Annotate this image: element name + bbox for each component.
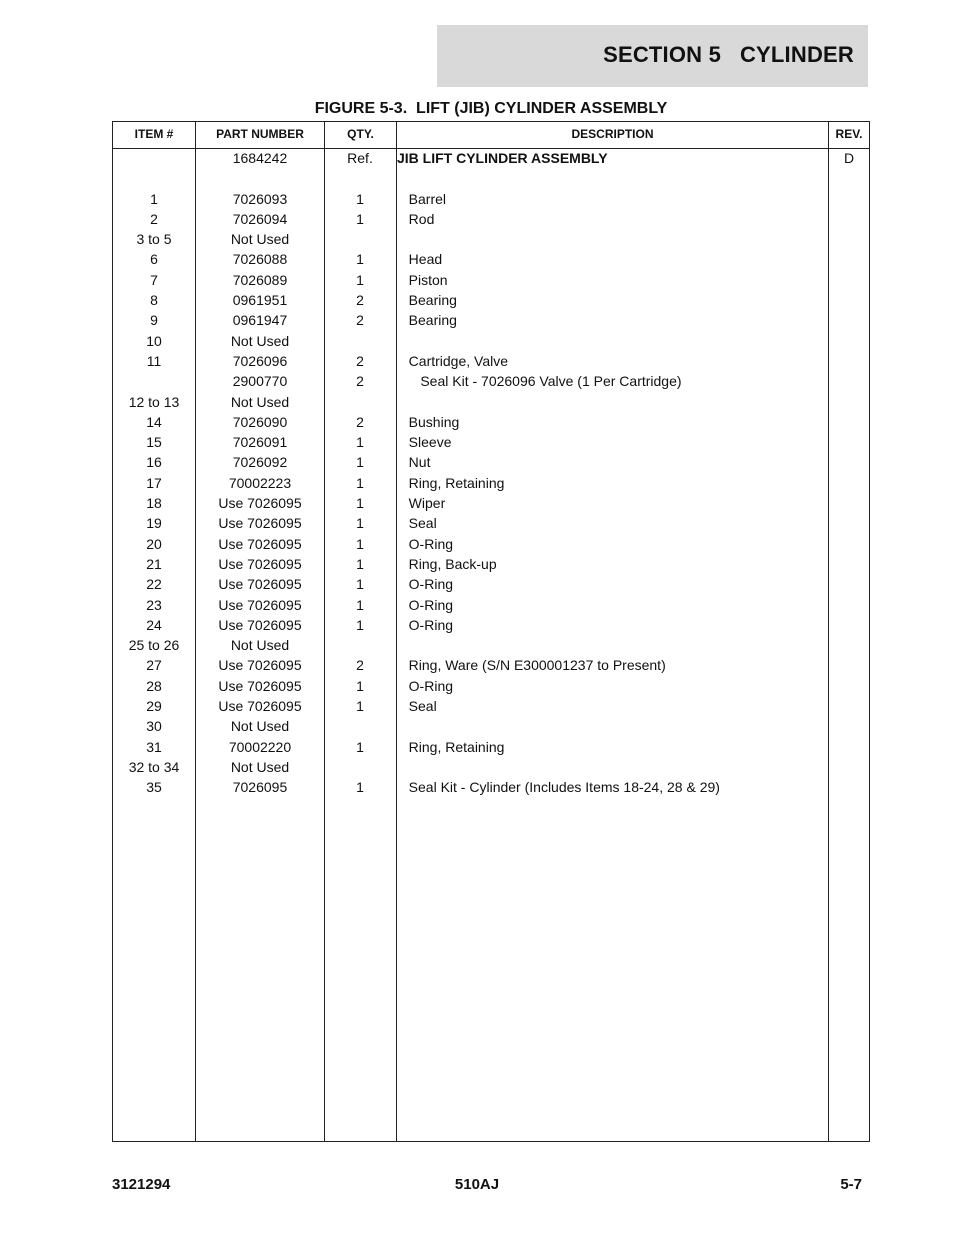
table-row: [113, 413, 869, 433]
header-item: ITEM #: [134, 127, 174, 141]
cell-part-number: Use 7026095: [218, 535, 302, 552]
cell-part-number: Use 7026095: [218, 515, 302, 532]
cell-part-number: 70002223: [228, 474, 292, 491]
cell-part-number: 1684242: [232, 150, 288, 166]
cell-item: 32 to 34: [128, 758, 180, 775]
cell-description: O-Ring: [397, 535, 454, 552]
cell-qty: 1: [356, 474, 364, 491]
cell-qty: 1: [356, 555, 364, 572]
table-row: [113, 210, 869, 230]
cell-description: Seal Kit - Cylinder (Includes Items 18-24, 28 & 29): [397, 779, 720, 796]
cell-item: 22: [146, 576, 162, 593]
header-part-number: PART NUMBER: [216, 127, 304, 141]
cell-qty: 1: [356, 210, 364, 227]
cell-part-number: Not Used: [230, 231, 290, 248]
cell-part-number: Use 7026095: [218, 596, 302, 613]
cell-qty: 1: [356, 454, 364, 471]
cell-item: 11: [146, 352, 162, 369]
cell-part-number: Use 7026095: [218, 677, 302, 694]
cell-description: Bearing: [397, 292, 457, 309]
cell-part-number: Use 7026095: [218, 495, 302, 512]
cell-description: O-Ring: [397, 677, 454, 694]
cell-part-number: Not Used: [230, 637, 290, 654]
cell-description: O-Ring: [397, 576, 454, 593]
cell-part-number: 7026095: [232, 779, 288, 796]
table-row: [113, 250, 869, 270]
cell-qty: 1: [356, 190, 364, 207]
cell-description: Head: [397, 251, 443, 268]
cell-part-number: 70002220: [228, 738, 292, 755]
cell-part-number: 0961947: [232, 312, 288, 329]
cell-item: 10: [146, 332, 162, 349]
table-row: [113, 514, 869, 534]
parts-table: [112, 121, 870, 1142]
table-row: [113, 738, 869, 758]
cell-item: 14: [146, 413, 162, 430]
cell-description: Ring, Back-up: [397, 555, 497, 572]
cell-qty: 1: [356, 596, 364, 613]
cell-qty: 2: [356, 352, 364, 369]
cell-item: 6: [150, 251, 158, 268]
cell-qty: 1: [356, 434, 364, 451]
cell-item: 9: [150, 312, 158, 329]
cell-item: 28: [146, 677, 162, 694]
figure-title: FIGURE 5-3. LIFT (JIB) CYLINDER ASSEMBLY: [314, 100, 668, 117]
cell-part-number: Use 7026095: [218, 657, 302, 674]
cell-part-number: 7026088: [232, 251, 288, 268]
table-row: [113, 697, 869, 717]
cell-qty: 2: [356, 292, 364, 309]
table-row: [113, 453, 869, 473]
cell-description: O-Ring: [397, 596, 454, 613]
table-row: [113, 474, 869, 494]
table-row: [113, 656, 869, 676]
table-row: [113, 291, 869, 311]
cell-description: Wiper: [397, 495, 446, 512]
table-row: [113, 433, 869, 453]
cell-description: Sleeve: [397, 434, 452, 451]
cell-item: 21: [146, 555, 162, 572]
cell-qty: 1: [356, 515, 364, 532]
cell-part-number: 2900770: [232, 373, 288, 390]
cell-part-number: Not Used: [230, 393, 290, 410]
cell-description: Nut: [397, 454, 431, 471]
table-body: [113, 149, 869, 799]
cell-part-number: Use 7026095: [218, 555, 302, 572]
cell-item: 27: [146, 657, 162, 674]
cell-item: 24: [146, 616, 162, 633]
cell-description: Ring, Retaining: [397, 474, 505, 491]
table-row: [113, 555, 869, 575]
cell-qty: 1: [356, 677, 364, 694]
table-row: [113, 494, 869, 514]
cell-description: JIB LIFT CYLINDER ASSEMBLY: [397, 150, 608, 166]
cell-item: 12 to 13: [128, 393, 180, 410]
cell-description: Ring, Ware (S/N E300001237 to Present): [397, 657, 666, 674]
table-row: [113, 535, 869, 555]
header-rev: REV.: [835, 127, 863, 141]
table-row: [113, 616, 869, 636]
cell-part-number: 7026091: [232, 434, 288, 451]
cell-description: Piston: [397, 271, 448, 288]
cell-qty: 1: [356, 495, 364, 512]
cell-description: Bushing: [397, 413, 460, 430]
cell-part-number: 7026094: [232, 210, 288, 227]
cell-qty: 1: [356, 576, 364, 593]
cell-item: 30: [146, 718, 162, 735]
cell-item: 1: [150, 190, 158, 207]
table-row: [113, 596, 869, 616]
cell-part-number: 7026096: [232, 352, 288, 369]
cell-part-number: Not Used: [230, 758, 290, 775]
table-row: [113, 149, 869, 169]
cell-description: Rod: [397, 210, 435, 227]
cell-part-number: 7026092: [232, 454, 288, 471]
footer-doc-number: 3121294: [112, 1176, 171, 1193]
table-row: [113, 393, 869, 413]
table-row: [113, 778, 869, 798]
table-row: [113, 190, 869, 210]
cell-qty: 1: [356, 251, 364, 268]
cell-item: 19: [146, 515, 162, 532]
cell-part-number: 7026090: [232, 413, 288, 430]
cell-description: Seal: [397, 515, 437, 532]
cell-qty: 2: [356, 413, 364, 430]
table-row: [113, 332, 869, 352]
section-title: SECTION 5 CYLINDER: [603, 42, 854, 67]
header-qty: QTY.: [347, 127, 374, 141]
section-header-box: [437, 25, 868, 87]
cell-part-number: Use 7026095: [218, 576, 302, 593]
cell-description: Barrel: [397, 190, 447, 207]
cell-item: 8: [150, 292, 158, 309]
cell-item: 17: [146, 474, 162, 491]
cell-qty: 1: [356, 698, 364, 715]
cell-description: Seal Kit - 7026096 Valve (1 Per Cartridge): [397, 373, 682, 390]
cell-item: 23: [146, 596, 162, 613]
cell-part-number: Not Used: [230, 332, 290, 349]
cell-part-number: 0961951: [232, 292, 288, 309]
table-row: [113, 677, 869, 697]
cell-item: 15: [146, 434, 162, 451]
cell-item: 16: [146, 454, 162, 471]
cell-part-number: 7026089: [232, 271, 288, 288]
cell-item: 29: [146, 698, 162, 715]
cell-qty: 1: [356, 271, 364, 288]
cell-qty: 1: [356, 535, 364, 552]
cell-item: 7: [150, 271, 158, 288]
table-row: [113, 575, 869, 595]
footer-page-number: 5-7: [840, 1176, 862, 1193]
cell-item: 18: [146, 495, 162, 512]
table-row: [113, 169, 869, 189]
cell-qty: Ref.: [347, 150, 373, 166]
cell-qty: 1: [356, 738, 364, 755]
cell-description: Seal: [397, 698, 437, 715]
cell-description: Ring, Retaining: [397, 738, 505, 755]
cell-item: 35: [146, 779, 162, 796]
cell-qty: 2: [356, 373, 364, 390]
table-row: [113, 271, 869, 291]
cell-description: O-Ring: [397, 616, 454, 633]
cell-description: Bearing: [397, 312, 457, 329]
table-row: [113, 758, 869, 778]
table-row: [113, 717, 869, 737]
table-row: [113, 372, 869, 392]
table-row: [113, 230, 869, 250]
cell-qty: 1: [356, 779, 364, 796]
cell-description: Cartridge, Valve: [397, 352, 509, 369]
cell-part-number: Use 7026095: [218, 698, 302, 715]
header-description: DESCRIPTION: [571, 127, 654, 141]
cell-qty: 1: [356, 616, 364, 633]
cell-qty: 2: [356, 312, 364, 329]
table-row: [113, 636, 869, 656]
cell-part-number: Not Used: [230, 718, 290, 735]
cell-item: 31: [146, 738, 162, 755]
cell-item: 20: [146, 535, 162, 552]
cell-part-number: Use 7026095: [218, 616, 302, 633]
cell-item: 2: [150, 210, 158, 227]
cell-item: 25 to 26: [128, 637, 180, 654]
cell-qty: 2: [356, 657, 364, 674]
cell-item: 3 to 5: [136, 231, 172, 248]
cell-rev: D: [843, 150, 855, 166]
table-row: [113, 352, 869, 372]
cell-part-number: 7026093: [232, 190, 288, 207]
footer-model: 510AJ: [454, 1176, 500, 1193]
table-row: [113, 311, 869, 331]
